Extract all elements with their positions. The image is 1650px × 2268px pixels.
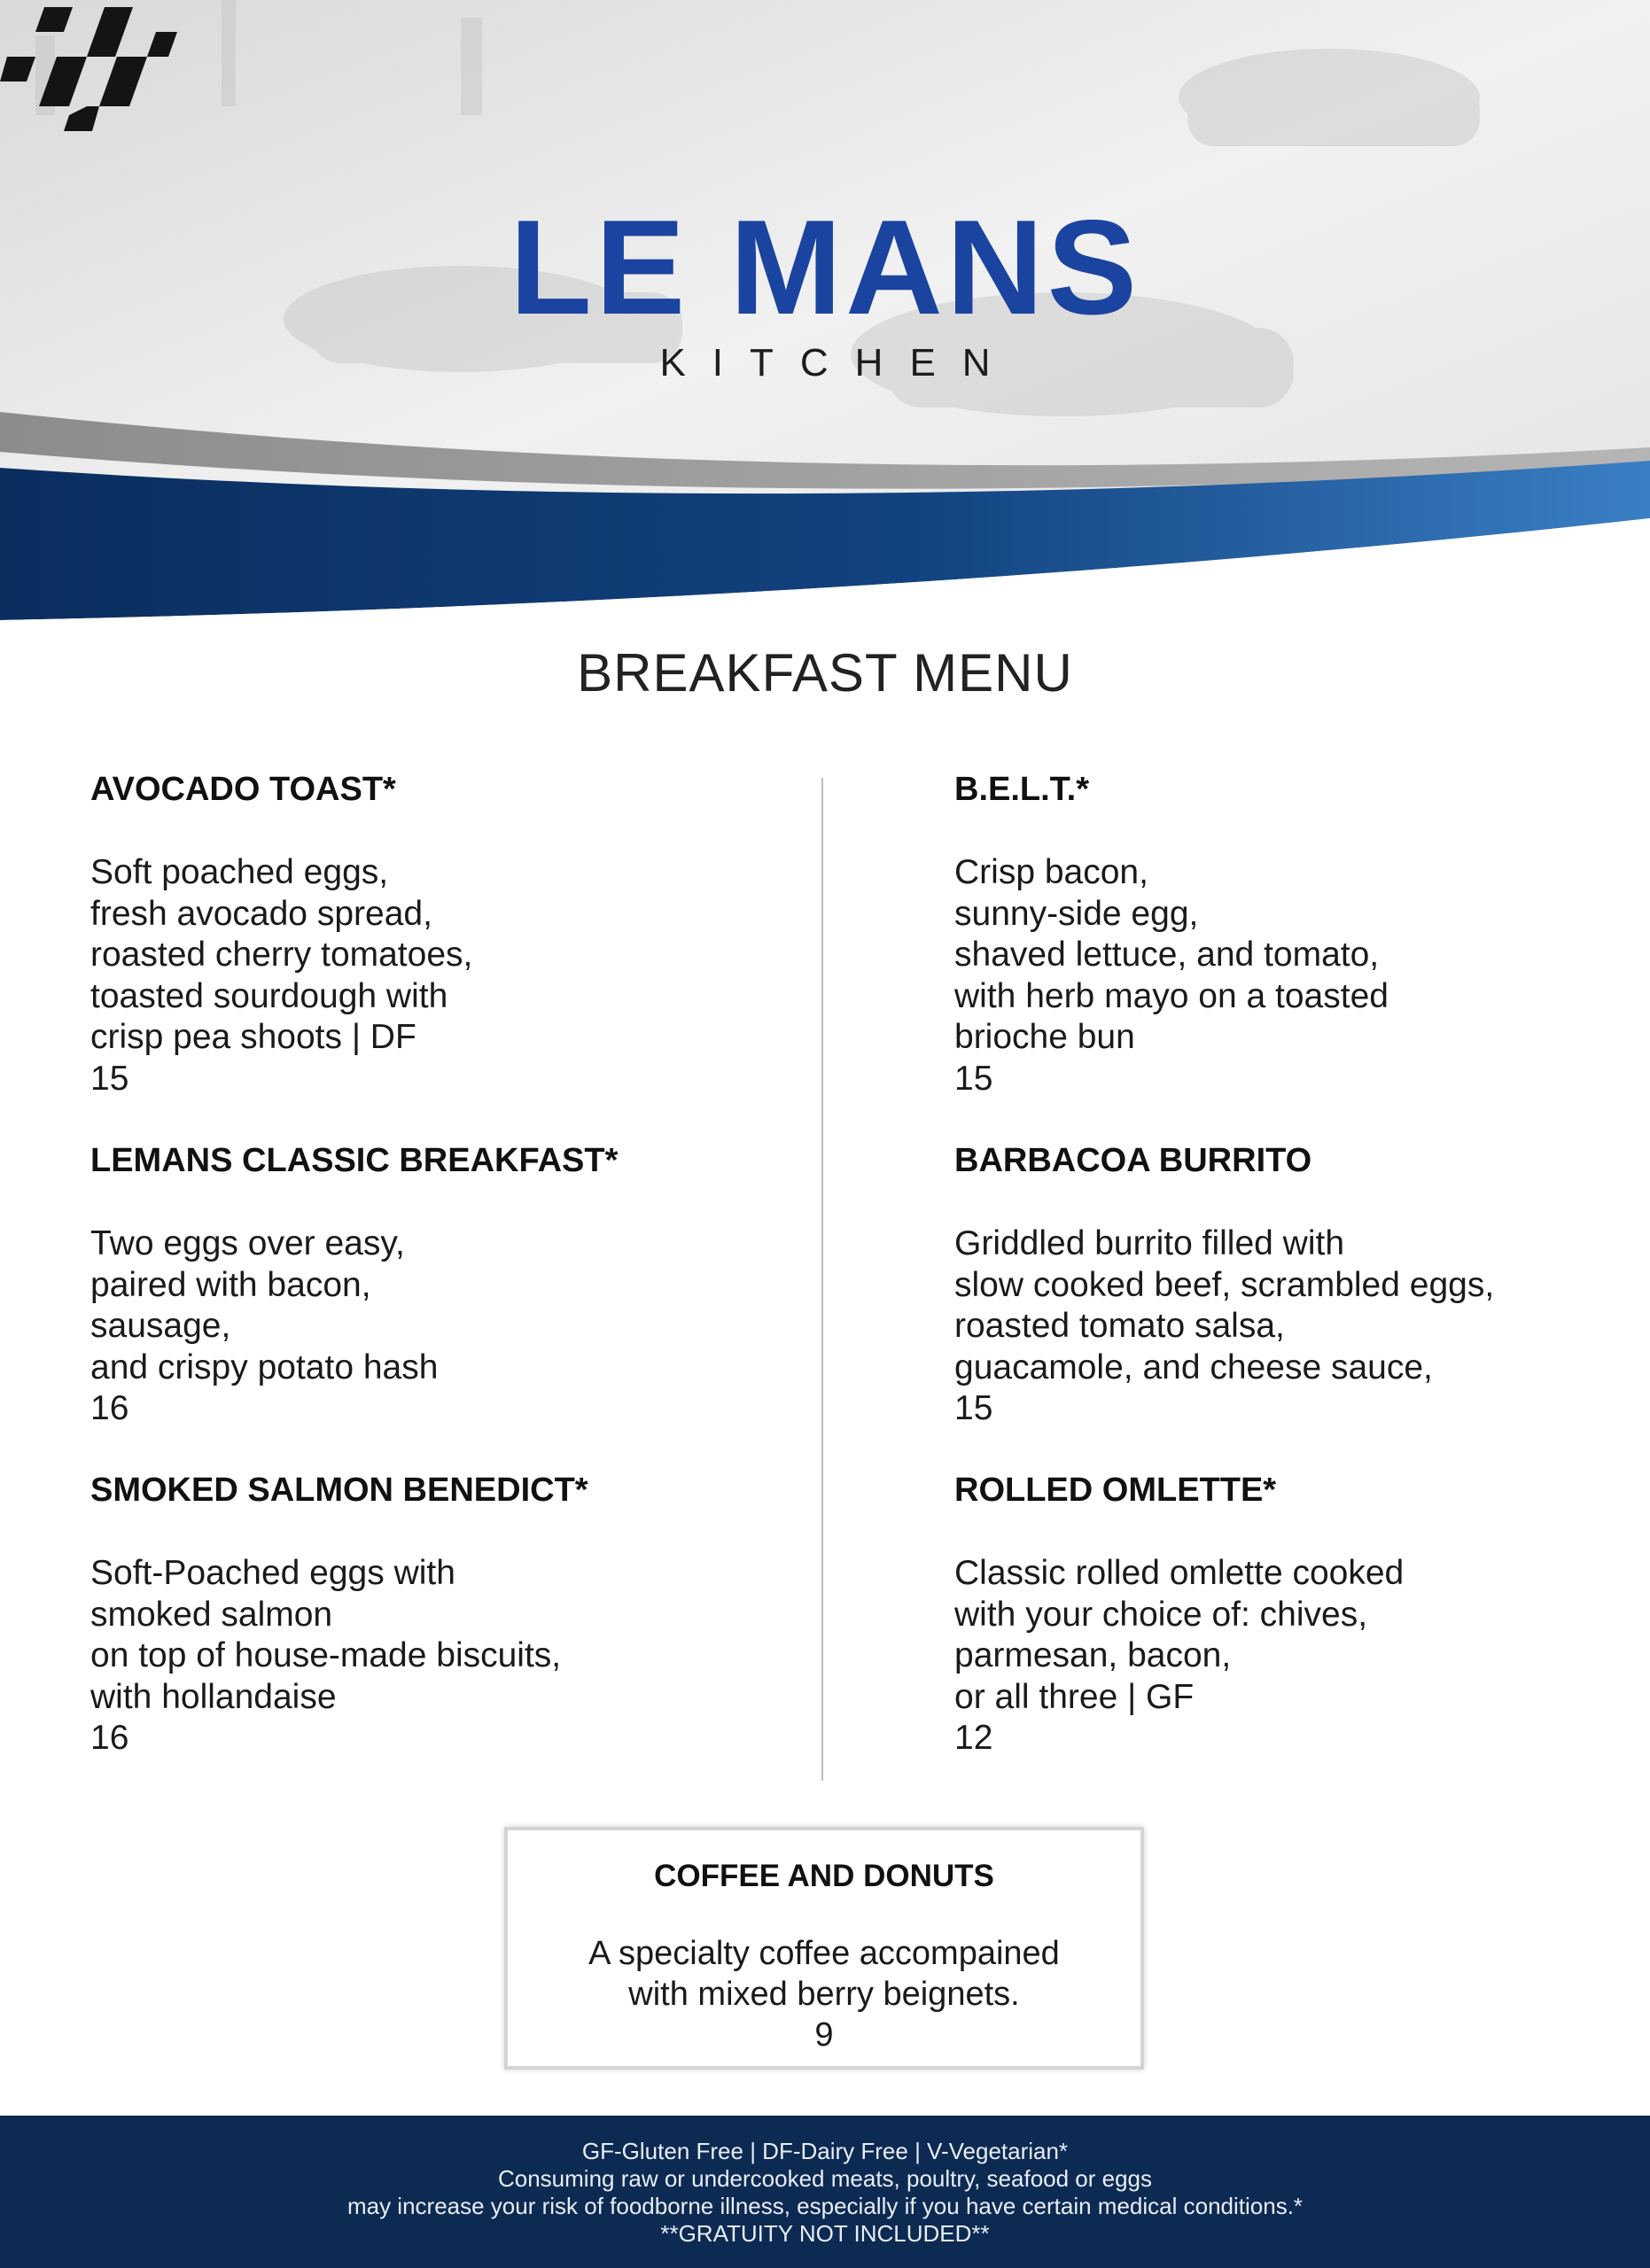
description-line: slow cooked beef, scrambled eggs, xyxy=(954,1265,1495,1304)
description-line: Classic rolled omlette cooked xyxy=(954,1554,1405,1592)
menu-item-price: 16 xyxy=(90,1719,129,1758)
menu-item-price: 15 xyxy=(954,1059,993,1098)
description-line: Crisp bacon, xyxy=(954,853,1148,891)
health-warning-line-1: Consuming raw or undercooked meats, poultry, seafood or eggs xyxy=(497,2165,1153,2192)
header-banner xyxy=(0,0,1650,629)
dietary-legend: GF-Gluten Free | DF-Dairy Free | V-Vegetarian* xyxy=(581,2138,1069,2164)
column-divider xyxy=(821,778,823,1781)
description-line: fresh avocado spread, xyxy=(90,894,432,933)
description-line: with herb mayo on a toasted xyxy=(954,976,1389,1015)
description-line: Griddled burrito filled with xyxy=(954,1224,1345,1262)
description-line: Soft-Poached eggs with xyxy=(90,1554,455,1592)
menu-item-price: 15 xyxy=(90,1059,129,1098)
health-warning-line-2: may increase your risk of foodborne illness, especially if you have certain medical conditions.* xyxy=(346,2193,1304,2219)
checkered-flag-icon xyxy=(0,0,177,135)
description-line: paired with bacon, xyxy=(90,1265,371,1304)
footer-disclaimer xyxy=(0,2116,1650,2268)
menu-item-name: B.E.L.T.* xyxy=(954,771,1090,808)
menu-item-name: BARBACOA BURRITO xyxy=(954,1142,1312,1179)
menu-item-description xyxy=(90,1553,764,1759)
description-line: parmesan, bacon, xyxy=(954,1636,1232,1675)
description-line: with hollandaise xyxy=(90,1677,337,1716)
brand-logo-text: LE MANS xyxy=(510,192,1140,343)
menu-item-description xyxy=(954,1223,1628,1430)
menu-item-description xyxy=(90,852,764,1100)
description-line: roasted tomato salsa, xyxy=(954,1307,1285,1346)
description-line: shaved lettuce, and tomato, xyxy=(954,936,1380,975)
menu-item-name: SMOKED SALMON BENEDICT* xyxy=(90,1472,588,1509)
description-line: on top of house-made biscuits, xyxy=(90,1636,562,1675)
featured-item-price: 9 xyxy=(814,2016,834,2054)
description-line: sunny-side egg, xyxy=(954,894,1199,933)
description-line: toasted sourdough with xyxy=(90,976,448,1015)
description-line: guacamole, and cheese sauce, xyxy=(954,1348,1433,1386)
description-line: or all three | GF xyxy=(954,1677,1195,1716)
menu-item-name: ROLLED OMLETTE* xyxy=(954,1472,1277,1509)
menu-item-price: 12 xyxy=(954,1719,993,1758)
description-line: with mixed berry beignets. xyxy=(628,1976,1020,2013)
menu-item-belt xyxy=(954,769,1628,1100)
featured-item-box xyxy=(504,1827,1144,2070)
menu-item-description xyxy=(954,1553,1628,1759)
menu-item-avocado-toast xyxy=(90,769,764,1100)
description-line: with your choice of: chives, xyxy=(954,1595,1368,1634)
description-line: roasted cherry tomatoes, xyxy=(90,936,473,975)
menu-item-name: LEMANS CLASSIC BREAKFAST* xyxy=(90,1142,619,1179)
description-line: Soft poached eggs, xyxy=(90,853,389,891)
menu-item-price: 15 xyxy=(954,1389,993,1428)
description-line: A specialty coffee accompained xyxy=(588,1935,1060,1972)
menu-item-rolled-omlette xyxy=(954,1470,1628,1759)
description-line: smoked salmon xyxy=(90,1595,333,1634)
description-line: and crispy potato hash xyxy=(90,1348,439,1386)
brand-subtitle: KITCHEN xyxy=(659,341,1017,384)
description-line: crisp pea shoots | DF xyxy=(90,1018,416,1057)
menu-item-price: 16 xyxy=(90,1389,129,1428)
featured-item-description xyxy=(508,1933,1140,2055)
description-line: Two eggs over easy, xyxy=(90,1224,405,1262)
gratuity-note: **GRATUITY NOT INCLUDED** xyxy=(660,2220,990,2247)
menu-item-smoked-salmon-benedict xyxy=(90,1470,764,1759)
menu-item-description xyxy=(90,1223,764,1430)
menu-title: BREAKFAST MENU xyxy=(577,643,1073,703)
menu-item-barbacoa-burrito xyxy=(954,1140,1628,1430)
description-line: brioche bun xyxy=(954,1018,1135,1057)
menu-item-description xyxy=(954,852,1628,1100)
description-line: sausage, xyxy=(90,1307,231,1346)
menu-item-lemans-classic xyxy=(90,1140,764,1430)
menu-item-name: AVOCADO TOAST* xyxy=(90,771,396,808)
featured-item-name: COFFEE AND DONUTS xyxy=(654,1859,994,1893)
